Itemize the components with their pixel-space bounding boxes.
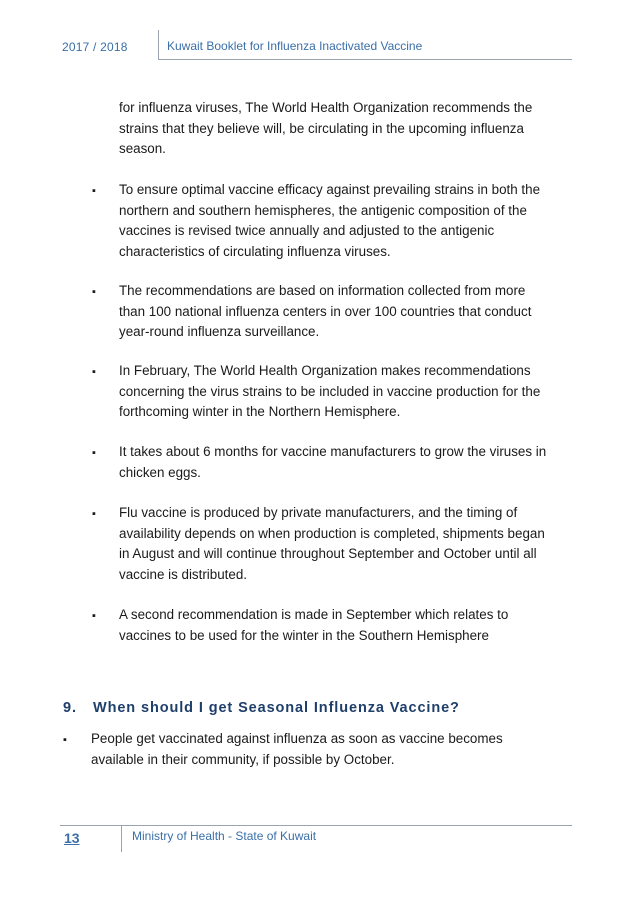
bullet-item: [91, 729, 574, 770]
page-number: 13: [64, 830, 80, 846]
text-line: year-round influenza surveillance.: [119, 324, 320, 339]
text-line: season.: [119, 141, 166, 156]
text-line: In February, The World Health Organization makes recommendations: [119, 363, 531, 378]
text-line: northern and southern hemispheres, the antigenic composition of the: [119, 202, 527, 218]
bullet-icon: ▪: [92, 366, 96, 378]
footer-ministry: Ministry of Health - State of Kuwait: [132, 829, 317, 843]
text-line: in August and will continue throughout September and October until all: [119, 546, 537, 561]
bullet-item: [119, 503, 574, 585]
page-header: [60, 30, 572, 62]
bullet-icon: ▪: [92, 185, 96, 197]
text-line: chicken eggs.: [119, 464, 201, 480]
text-line: A second recommendation is made in September which relates to: [119, 607, 509, 622]
text-line: availability depends on when production is completed, shipments began: [119, 525, 545, 541]
bullet-icon: ▪: [92, 286, 96, 298]
text-line: for influenza viruses, The World Health Organization recommends the: [119, 100, 533, 115]
bullet-item: [119, 605, 574, 646]
footer-rule: [60, 825, 572, 826]
section-title: When should I get Seasonal Influenza Vaccine?: [93, 700, 460, 716]
text-line: The recommendations are based on information collected from more: [119, 283, 526, 298]
bullet-item: [119, 361, 574, 423]
text-line: People get vaccinated against influenza as soon as vaccine becomes: [91, 731, 503, 746]
header-title: Kuwait Booklet for Influenza Inactivated Vaccine: [167, 39, 423, 53]
header-rule: [158, 59, 572, 60]
text-line: forthcoming winter in the Northern Hemisphere.: [119, 404, 401, 419]
text-line: than 100 national influenza centers in over 100 countries that conduct: [119, 303, 532, 319]
text-line: available in their community, if possible by October.: [91, 751, 395, 767]
bullet-icon: ▪: [92, 610, 96, 622]
footer-divider: [121, 825, 122, 852]
text-line: concerning the virus strains to be included in vaccine production for the: [119, 383, 541, 399]
text-line: To ensure optimal vaccine efficacy against prevailing strains in both the: [119, 182, 541, 197]
bullet-item: [119, 442, 574, 483]
section-heading: [63, 700, 460, 716]
text-line: Flu vaccine is produced by private manufacturers, and the timing of: [119, 505, 518, 520]
text-line: It takes about 6 months for vaccine manufacturers to grow the viruses in: [119, 444, 547, 459]
bullet-item: [119, 281, 574, 343]
bullet-icon: ▪: [92, 447, 96, 459]
text-line: strains that they believe will, be circulating in the upcoming influenza: [119, 120, 524, 136]
text-line: vaccine is distributed.: [119, 566, 248, 582]
text-line: characteristics of circulating influenza viruses.: [119, 243, 391, 259]
header-divider: [158, 30, 159, 60]
continuation-paragraph: [119, 98, 574, 160]
bullet-icon: ▪: [92, 508, 96, 520]
text-line: vaccines to be used for the winter in the Southern Hemisphere: [119, 627, 489, 643]
text-line: vaccines is revised twice annually and adjusted to the antigenic: [119, 223, 495, 238]
header-year: 2017 / 2018: [62, 40, 128, 54]
section-number: 9.: [63, 700, 77, 716]
page-footer: [60, 825, 572, 855]
bullet-item: [119, 180, 574, 262]
bullet-icon: ▪: [63, 734, 67, 746]
